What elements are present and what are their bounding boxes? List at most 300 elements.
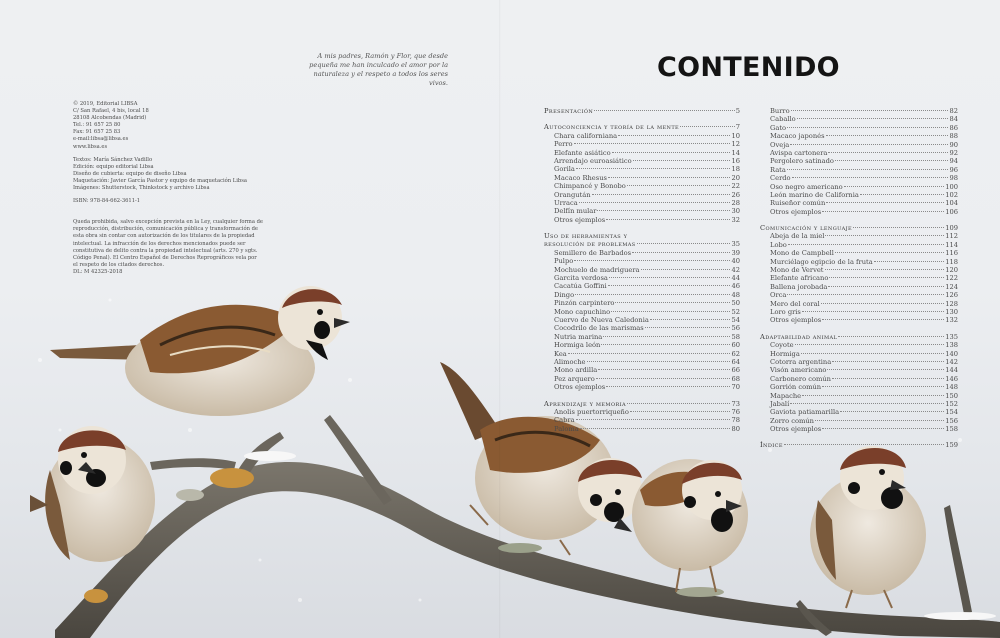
toc-entry-label: Gato — [770, 123, 787, 132]
toc-entry[interactable] — [544, 132, 740, 140]
toc-entry[interactable] — [544, 257, 740, 265]
toc-entry-label: Visón americano — [770, 366, 827, 375]
toc-entry-label: Gorila — [554, 165, 575, 174]
toc-entry[interactable] — [544, 350, 740, 358]
toc-leader-dots — [802, 395, 944, 396]
toc-entry[interactable] — [760, 274, 958, 282]
toc-entry[interactable] — [760, 149, 958, 157]
toc-page-number: 88 — [949, 132, 958, 141]
toc-leader-dots — [603, 336, 730, 337]
toc-entry[interactable] — [544, 191, 740, 199]
toc-spacer — [544, 115, 740, 123]
toc-entry-label: Chimpancé y Bonobo — [554, 182, 626, 191]
toc-leader-dots — [630, 411, 731, 412]
toc-leader-dots — [787, 127, 948, 128]
toc-entry[interactable] — [760, 358, 958, 366]
toc-page-number: 5 — [735, 107, 740, 115]
toc-entry[interactable] — [544, 366, 740, 374]
toc-entry-label: Avispa cartonera — [770, 148, 828, 157]
address-line: © 2019, Editorial LIBSA — [73, 101, 138, 107]
page-gutter — [499, 0, 501, 638]
toc-leader-dots — [592, 194, 731, 195]
toc-page-number: 96 — [949, 165, 958, 174]
toc-page-number: 54 — [731, 316, 740, 324]
toc-entry[interactable] — [544, 216, 740, 224]
toc-leader-dots — [596, 378, 731, 379]
toc-leader-dots — [784, 444, 944, 445]
toc-leader-dots — [790, 144, 948, 145]
toc-page-number: 16 — [731, 156, 740, 165]
toc-entry-label: Gorrión común — [770, 383, 822, 392]
toc-page-number: 150 — [945, 391, 958, 400]
toc-page-number: 154 — [945, 408, 958, 417]
publisher-address — [73, 101, 263, 151]
toc-entry-label: Aprendizaje y memoria — [544, 399, 626, 408]
toc-page-number: 76 — [731, 407, 740, 416]
toc-spacer — [760, 325, 958, 333]
toc-entry-label: Perro — [554, 140, 573, 149]
toc-entry-label: Anolis puertorriqueño — [554, 407, 629, 416]
toc-leader-dots — [838, 336, 944, 337]
dedication-text: A mis padres, Ramón y Flor, que desde pequeña me han inculcado el amor por la naturaleza y el respeto a todos los seres vivos. — [309, 52, 448, 87]
toc-leader-dots — [832, 378, 944, 379]
toc-entry[interactable] — [760, 383, 958, 391]
toc-page-number: 10 — [731, 131, 740, 140]
toc-page-number: 114 — [945, 240, 958, 249]
toc-page-number: 152 — [945, 399, 958, 408]
toc-entry-label: Caballo — [770, 115, 796, 124]
toc-entry[interactable] — [760, 300, 958, 308]
toc-leader-dots — [815, 420, 944, 421]
toc-page-number: 50 — [731, 299, 740, 308]
toc-entry[interactable] — [760, 316, 958, 324]
toc-page-number: 60 — [731, 341, 740, 350]
toc-column-right — [760, 107, 958, 450]
toc-entry[interactable] — [544, 174, 740, 182]
toc-entry[interactable] — [760, 232, 958, 240]
toc-entry[interactable] — [544, 308, 740, 316]
toc-leader-dots — [792, 177, 949, 178]
lichen-patch — [498, 543, 542, 553]
toc-entry-label: Otros ejemplos — [770, 316, 822, 325]
toc-page-number: 132 — [945, 316, 958, 325]
toc-entry-label: Zorro común — [770, 416, 814, 425]
toc-leader-dots — [835, 160, 949, 161]
toc-spacer — [760, 433, 958, 441]
toc-entry-label: Mono de Vervet — [770, 266, 824, 275]
toc-leader-dots — [611, 311, 730, 312]
toc-entry[interactable] — [544, 324, 740, 332]
credit-line: Diseño de cubierta: equipo de diseño Libsa — [73, 170, 187, 177]
toc-leader-dots — [822, 211, 944, 212]
toc-entry-label: Elefante africano — [770, 274, 829, 283]
snow-on-branch — [244, 451, 296, 461]
toc-entry[interactable] — [760, 408, 958, 416]
toc-entry[interactable] — [760, 249, 958, 257]
toc-leader-dots — [795, 344, 945, 345]
toc-entry[interactable] — [544, 182, 740, 190]
toc-entry[interactable] — [544, 274, 740, 282]
toc-leader-dots — [598, 369, 730, 370]
toc-entry[interactable] — [760, 208, 958, 216]
toc-leader-dots — [790, 403, 944, 404]
toc-entry-label: León marino de California — [770, 190, 859, 199]
toc-entry-label: Otros ejemplos — [554, 215, 606, 224]
toc-leader-dots — [601, 344, 730, 345]
toc-entry-label: Autoconciencia y teoría de la mente — [544, 123, 680, 132]
toc-section-entry[interactable] — [544, 400, 740, 408]
toc-leader-dots — [822, 386, 944, 387]
toc-entry[interactable] — [760, 166, 958, 174]
toc-entry-label: Elefante asiático — [554, 148, 611, 157]
toc-page-number: 94 — [949, 157, 958, 166]
toc-entry[interactable] — [544, 416, 740, 424]
toc-entry[interactable] — [760, 350, 958, 358]
toc-page-number: 118 — [945, 257, 958, 266]
toc-entry[interactable] — [760, 241, 958, 249]
toc-spacer — [760, 216, 958, 224]
toc-leader-dots — [801, 353, 944, 354]
credit-line: Imágenes: Shutterstock, Thinkstock y archivo Libsa — [73, 185, 210, 192]
toc-leader-dots — [860, 194, 944, 195]
toc-entry[interactable] — [760, 183, 958, 191]
toc-entry-label: Coyote — [770, 341, 794, 350]
toc-leader-dots — [825, 269, 945, 270]
toc-entry[interactable] — [544, 157, 740, 165]
toc-leader-dots — [828, 152, 948, 153]
toc-entry[interactable] — [544, 207, 740, 215]
toc-page-number: 12 — [731, 140, 740, 149]
address-line: e-mail:libsa@libsa.es — [73, 136, 129, 143]
toc-entry-label: Mono de Campbell — [770, 249, 834, 258]
toc-leader-dots — [627, 185, 731, 186]
sparrow-bird-4 — [632, 459, 748, 592]
toc-page-number: 48 — [731, 290, 740, 299]
toc-leader-dots — [618, 135, 730, 136]
toc-entry[interactable] — [760, 107, 958, 115]
toc-leader-dots — [580, 428, 731, 429]
lichen-patch — [210, 468, 254, 488]
branch-twig — [150, 458, 236, 470]
toc-section-entry[interactable] — [760, 224, 958, 232]
toc-entry-label: Cabra — [554, 416, 575, 425]
toc-leader-dots — [826, 135, 949, 136]
toc-page-number: 30 — [731, 207, 740, 216]
toc-entry[interactable] — [544, 249, 740, 257]
toc-entry[interactable] — [544, 408, 740, 416]
toc-leader-dots — [597, 210, 730, 211]
toc-leader-dots — [791, 110, 949, 111]
toc-entry-label: Pergolero satinado — [770, 157, 834, 166]
toc-page-number: 80 — [731, 424, 740, 433]
toc-entry[interactable] — [544, 341, 740, 349]
branch-twig — [944, 505, 972, 614]
toc-page-number: 116 — [945, 249, 958, 258]
toc-entry-label: Ruiseñor común — [770, 199, 826, 208]
toc-entry[interactable] — [544, 358, 740, 366]
toc-page-number: 78 — [731, 416, 740, 425]
toc-page-number: 66 — [731, 366, 740, 375]
toc-entry[interactable] — [760, 258, 958, 266]
toc-entry[interactable] — [760, 375, 958, 383]
toc-entry[interactable] — [760, 266, 958, 274]
toc-leader-dots — [575, 294, 730, 295]
toc-entry[interactable] — [544, 291, 740, 299]
toc-leader-dots — [633, 160, 731, 161]
toc-entry[interactable] — [544, 266, 740, 274]
toc-leader-dots — [829, 277, 944, 278]
toc-leader-dots — [802, 311, 944, 312]
toc-leader-dots — [594, 110, 735, 111]
toc-page-number: 135 — [945, 332, 958, 341]
credits — [73, 157, 263, 192]
lichen-patch — [676, 587, 724, 597]
toc-leader-dots — [840, 411, 944, 412]
toc-entry-label: Delfín mular — [554, 207, 597, 216]
toc-entry-label: Lobo — [770, 240, 787, 249]
toc-page-number: 70 — [731, 383, 740, 392]
toc-entry-label: Burro — [770, 107, 790, 115]
toc-leader-dots — [612, 152, 731, 153]
toc-entry[interactable] — [760, 157, 958, 165]
toc-leader-dots — [587, 361, 731, 362]
toc-entry[interactable] — [760, 141, 958, 149]
toc-entry[interactable] — [544, 333, 740, 341]
toc-leader-dots — [608, 285, 731, 286]
toc-entry-label: Mochuelo de madriguera — [554, 265, 640, 274]
toc-entry-label: Mono capuchino — [554, 307, 611, 316]
toc-entry-label: Presentación — [544, 107, 594, 115]
toc-page-number: 102 — [945, 190, 958, 199]
toc-leader-dots — [568, 353, 731, 354]
toc-leader-dots — [835, 252, 944, 253]
toc-leader-dots — [641, 269, 731, 270]
toc-leader-dots — [874, 261, 945, 262]
toc-entry-label: Cotorra argentina — [770, 357, 832, 366]
toc-entry[interactable] — [544, 375, 740, 383]
toc-entry-label: Chara californiana — [554, 131, 618, 140]
toc-entry-label: Semillero de Barbados — [554, 248, 632, 257]
toc-entry-label: Índice — [760, 441, 783, 450]
toc-entry[interactable] — [760, 124, 958, 132]
toc-entry[interactable] — [760, 291, 958, 299]
toc-entry-label: Nutria marina — [554, 332, 603, 341]
toc-entry-label: Mero del coral — [770, 299, 820, 308]
toc-page-number: 46 — [731, 282, 740, 291]
toc-page-number: 122 — [945, 274, 958, 283]
toc-entry-label: Comunicación y lenguaje — [760, 224, 853, 233]
toc-entry[interactable] — [760, 392, 958, 400]
toc-page-number: 22 — [731, 182, 740, 191]
toc-entry-label: Gaviota patiamarilla — [770, 408, 840, 417]
toc-section-entry[interactable] — [760, 441, 958, 449]
toc-entry-label: Jabalí — [770, 399, 790, 408]
toc-page-number: 68 — [731, 374, 740, 383]
toc-page-number: 58 — [731, 332, 740, 341]
toc-page-number: 35 — [731, 240, 740, 249]
toc-entry[interactable] — [760, 199, 958, 207]
toc-entry[interactable] — [760, 132, 958, 140]
toc-leader-dots — [832, 361, 944, 362]
toc-leader-dots — [650, 319, 731, 320]
sparrow-bird-1 — [50, 286, 350, 416]
toc-page-number: 156 — [945, 416, 958, 425]
legal-notice — [73, 219, 263, 276]
toc-page-number: 64 — [731, 357, 740, 366]
toc-entry[interactable] — [760, 191, 958, 199]
toc-leader-dots — [615, 302, 730, 303]
toc-leader-dots — [787, 169, 949, 170]
toc-section-entry[interactable] — [544, 240, 740, 248]
toc-entry-label: Murciélago egipcio de la fruta — [770, 257, 873, 266]
toc-entry[interactable] — [544, 383, 740, 391]
toc-entry[interactable] — [544, 425, 740, 433]
toc-page-number: 128 — [945, 299, 958, 308]
address-line: C/ San Rafael, 4 bis, local 18 — [73, 108, 149, 115]
toc-page-number: 146 — [945, 374, 958, 383]
toc-leader-dots — [606, 219, 730, 220]
toc-entry-label: resolución de problemas — [544, 240, 636, 249]
toc-leader-dots — [576, 419, 731, 420]
toc-page-number: 14 — [731, 148, 740, 157]
toc-entry[interactable] — [544, 149, 740, 157]
toc-leader-dots — [574, 143, 731, 144]
address-line: 28108 Alcobendas (Madrid) — [73, 115, 147, 122]
toc-entry[interactable] — [544, 316, 740, 324]
toc-leader-dots — [797, 118, 949, 119]
toc-leader-dots — [645, 327, 731, 328]
toc-page-number: 104 — [945, 199, 958, 208]
toc-entry[interactable] — [544, 140, 740, 148]
toc-leader-dots — [576, 168, 731, 169]
toc-entry-label: Mapache — [770, 391, 802, 400]
toc-entry[interactable] — [760, 417, 958, 425]
toc-spacer — [544, 392, 740, 400]
toc-entry-label: Cocodrilo de las marismas — [554, 324, 644, 333]
toc-entry[interactable] — [760, 283, 958, 291]
toc-entry[interactable] — [760, 174, 958, 182]
toc-page-number: 39 — [731, 248, 740, 257]
sparrow-bird-2 — [30, 426, 155, 562]
credit-line: Maquetación: Javier García Pastor y equipo de maquetación Libsa — [73, 177, 247, 184]
address-line: Tel.: 91 657 25 80 — [73, 122, 121, 129]
toc-entry[interactable] — [544, 199, 740, 207]
toc-leader-dots — [579, 202, 731, 203]
toc-entry-label: Urraca — [554, 198, 578, 207]
toc-entry-label: Otros ejemplos — [554, 383, 606, 392]
toc-entry-label: Oso negro americano — [770, 182, 843, 191]
toc-title: CONTENIDO — [657, 52, 840, 83]
toc-page-number: 26 — [731, 190, 740, 199]
address-line: www.libsa.es — [73, 143, 108, 150]
toc-page-number: 138 — [945, 341, 958, 350]
toc-section-entry[interactable] — [544, 107, 740, 115]
toc-section-entry[interactable] — [760, 333, 958, 341]
toc-entry-label: Cerdo — [770, 174, 791, 183]
toc-page-number: 98 — [949, 174, 958, 183]
toc-page-number: 120 — [945, 266, 958, 275]
toc-section-heading: Uso de herramientas y — [544, 232, 628, 241]
toc-page-number: 18 — [731, 165, 740, 174]
toc-entry-label: Macaco japonés — [770, 132, 825, 141]
toc-leader-dots — [632, 252, 730, 253]
toc-entry[interactable] — [760, 115, 958, 123]
toc-entry[interactable] — [760, 366, 958, 374]
toc-entry-label: Otros ejemplos — [770, 425, 822, 434]
toc-leader-dots — [822, 428, 944, 429]
toc-page-number: 100 — [945, 182, 958, 191]
toc-entry-label: Hormiga león — [554, 341, 601, 350]
legal-text: Queda prohibida, salvo excepción prevista en la Ley, cualquier forma de reproducción, distribución, comunicación pública y transformación de esta obra sin contar con autorización de los titulares de la propiedad intelectual. La infracción de los derechos mencionados puede ser constitutiva de delito contra la propiedad intelectual (arts. 270 y sgts. Código Penal). El Centro Español de Derechos Reprográficos vela por el respeto de los citados derechos. — [73, 219, 263, 268]
toc-entry-label: Orangután — [554, 190, 591, 199]
toc-leader-dots — [608, 177, 731, 178]
toc-entry-label: Hormiga — [770, 349, 800, 358]
toc-entry[interactable] — [544, 165, 740, 173]
toc-entry-label: Loro gris — [770, 307, 801, 316]
toc-section-entry[interactable] — [544, 123, 740, 131]
toc-page-number: 42 — [731, 265, 740, 274]
toc-leader-dots — [853, 227, 944, 228]
lichen-patch — [176, 489, 204, 501]
toc-entry-label: Cuervo de Nueva Caledonia — [554, 316, 649, 324]
toc-page-number: 86 — [949, 123, 958, 132]
sparrow-bird-5 — [810, 446, 926, 608]
toc-page-number: 112 — [945, 232, 958, 241]
toc-page-number: 159 — [945, 441, 958, 450]
toc-page-number: 44 — [731, 274, 740, 283]
toc-leader-dots — [637, 243, 731, 244]
toc-entry-label: Mono ardilla — [554, 366, 598, 375]
toc-entry[interactable] — [760, 400, 958, 408]
toc-entry-label: Cacatúa Goffini — [554, 282, 607, 291]
toc-entry[interactable] — [760, 341, 958, 349]
toc-leader-dots — [609, 277, 731, 278]
toc-page-number: 126 — [945, 291, 958, 300]
address-line: Fax: 91 657 25 83 — [73, 129, 121, 136]
toc-page-number: 40 — [731, 257, 740, 266]
toc-page-number: 52 — [731, 307, 740, 316]
toc-entry[interactable] — [544, 299, 740, 307]
toc-entry-label: Abeja de la miel — [770, 232, 825, 241]
toc-entry-label: Rata — [770, 165, 786, 174]
toc-entry-label: Alimoche — [554, 357, 586, 366]
credit-line: Edición: equipo editorial Libsa — [73, 163, 154, 170]
toc-page-number: 90 — [949, 140, 958, 149]
toc-page-number: 92 — [949, 148, 958, 157]
toc-leader-dots — [826, 202, 944, 203]
toc-entry[interactable] — [544, 282, 740, 290]
toc-entry-label: Orca — [770, 291, 787, 300]
toc-leader-dots — [821, 303, 944, 304]
toc-leader-dots — [825, 235, 944, 236]
toc-page-number: 124 — [945, 282, 958, 291]
toc-entry[interactable] — [760, 425, 958, 433]
toc-leader-dots — [606, 386, 730, 387]
toc-leader-dots — [827, 369, 944, 370]
toc-leader-dots — [822, 319, 944, 320]
toc-page-number: 148 — [945, 383, 958, 392]
toc-entry-label: Pulpo — [554, 257, 574, 266]
toc-column-left — [544, 107, 740, 433]
toc-entry-label: Pez arquero — [554, 374, 595, 383]
isbn: ISBN: 978-84-662-3611-1 — [73, 198, 141, 205]
toc-leader-dots — [844, 186, 945, 187]
toc-entry[interactable] — [760, 308, 958, 316]
toc-entry-label: Garcita verdosa — [554, 274, 608, 283]
toc-page-number: 140 — [945, 349, 958, 358]
toc-leader-dots — [787, 294, 944, 295]
toc-page-number: 56 — [731, 324, 740, 333]
